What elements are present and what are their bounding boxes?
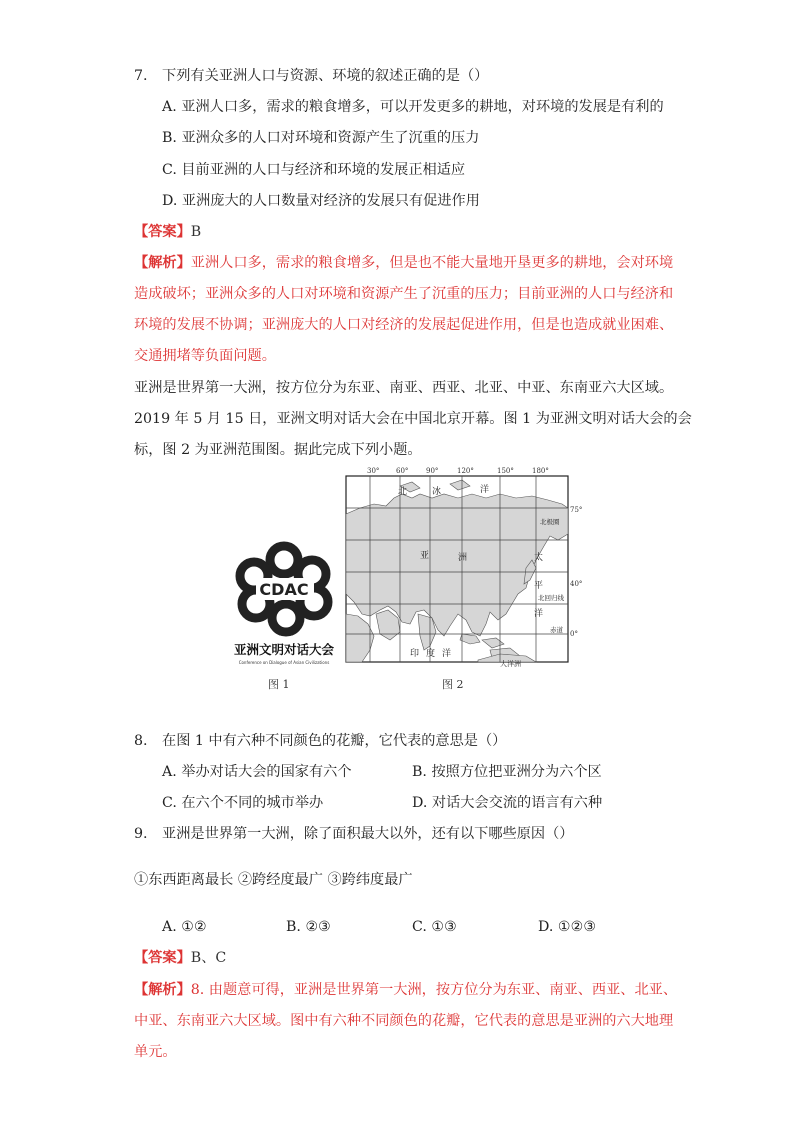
explanation-line: 8. 由题意可得，亚洲是世界第一大洲，按方位分为东亚、南亚、西亚、北亚、 — [190, 982, 678, 998]
map-label-pacific: 平 — [534, 581, 544, 591]
question-number: 8. — [134, 733, 148, 749]
answer-value: B、C — [190, 950, 227, 966]
option-a: A. 亚洲人口多，需求的粮食增多，可以开发更多的耕地，对环境的发展是有利的 — [162, 99, 664, 115]
question-number: 7. — [134, 68, 148, 84]
map-label-indian: 度 — [426, 649, 436, 659]
option-c: C. 目前亚洲的人口与经济和环境的发展正相适应 — [162, 162, 466, 178]
option-d: D. 对话大会交流的语言有六种 — [412, 795, 603, 811]
lat-label: 75° — [570, 506, 583, 514]
intro-line: 亚洲是世界第一大洲，按方位分为东亚、南亚、西亚、北亚、中亚、东南亚六大区域。 — [134, 380, 674, 396]
lon-label: 180° — [532, 467, 549, 475]
explanation-line: 亚洲人口多，需求的粮食增多，但是也不能大量地开垦更多的耕地，会对环境 — [190, 255, 674, 271]
explanation-tag: 【解析】 — [134, 982, 191, 998]
map-label-oceania: 大洋洲 — [500, 660, 521, 668]
answer-line — [134, 222, 201, 242]
map-label-arctic-circle: 北极圈 — [540, 518, 560, 526]
map-label-arctic: 冰 — [432, 487, 442, 497]
option-a: A. 举办对话大会的国家有六个 — [162, 764, 352, 780]
map-label-arctic: 北 — [398, 487, 408, 497]
option-a: A. ①② — [162, 919, 207, 935]
map-label-equator: 赤道 — [550, 626, 563, 634]
map-label-tropic: 北回归线 — [538, 594, 564, 602]
option-d: D. ①②③ — [538, 919, 597, 935]
map-label-pacific: 洋 — [534, 609, 544, 619]
explanation-line: 环境的发展不协调；亚洲庞大的人口对经济的发展起促进作用，但是也造成就业困难、 — [134, 317, 674, 333]
lon-label: 30° — [367, 467, 380, 475]
lat-label: 0° — [570, 630, 578, 638]
question-statements: ①东西距离最长 ②跨经度最广 ③跨纬度最广 — [134, 872, 413, 888]
logo-title-cn: 亚洲文明对话大会 — [233, 642, 335, 657]
explanation-line: 交通拥堵等负面问题。 — [134, 348, 276, 364]
option-c: C. 在六个不同的城市举办 — [162, 795, 324, 811]
lon-label: 150° — [497, 467, 514, 475]
lon-label: 90° — [426, 467, 439, 475]
explanation-line: 单元。 — [134, 1044, 177, 1060]
option-b: B. 按照方位把亚洲分为六个区 — [412, 764, 602, 780]
question-stem: 下列有关亚洲人口与资源、环境的叙述正确的是（） — [162, 68, 489, 84]
explanation-line: 中亚、东南亚六大区域。图中有六种不同颜色的花瓣，它代表的意思是亚洲的六大地理 — [134, 1013, 674, 1029]
logo-title-en: Conference on Dialogue of Asian Civilizations — [238, 660, 330, 665]
option-d: D. 亚洲庞大的人口数量对经济的发展只有促进作用 — [162, 193, 480, 209]
option-c: C. ①③ — [412, 919, 457, 935]
question-number: 9. — [134, 826, 148, 842]
intro-line: 2019 年 5 月 15 日，亚洲文明对话大会在中国北京开幕。图 1 为亚洲文明对话大会的会 — [134, 411, 692, 427]
answer-tag: 【答案】 — [134, 224, 191, 240]
question-stem: 亚洲是世界第一大洲，除了面积最大以外，还有以下哪些原因（） — [162, 826, 574, 842]
intro-line: 标，图 2 为亚洲范围图。据此完成下列小题。 — [134, 442, 422, 458]
figure-1-caption: 图 1 — [268, 678, 290, 691]
answer-tag: 【答案】 — [134, 950, 191, 966]
logo-text: CDAC — [259, 580, 309, 599]
map-label-indian: 洋 — [442, 649, 452, 659]
asia-map — [340, 464, 585, 674]
map-label-pacific: 太 — [534, 553, 544, 563]
map-label-asia: 洲 — [458, 553, 468, 563]
explanation-line: 造成破坏；亚洲众多的人口对环境和资源产生了沉重的压力；目前亚洲的人口与经济和 — [134, 286, 674, 302]
map-label-indian: 印 — [410, 649, 420, 659]
explanation-tag: 【解析】 — [134, 255, 191, 271]
option-b: B. ②③ — [286, 919, 331, 935]
lon-label: 60° — [396, 467, 409, 475]
lon-label: 120° — [457, 467, 474, 475]
question-stem: 在图 1 中有六种不同颜色的花瓣，它代表的意思是（） — [162, 733, 507, 749]
cdac-logo — [228, 540, 340, 670]
map-label-arctic: 洋 — [480, 485, 490, 495]
map-label-asia: 亚 — [420, 551, 430, 561]
option-b: B. 亚洲众多的人口对环境和资源产生了沉重的压力 — [162, 130, 480, 146]
figure-2-caption: 图 2 — [442, 678, 464, 691]
answer-value: B — [190, 224, 202, 240]
lat-label: 40° — [570, 580, 583, 588]
answer-line — [134, 948, 226, 968]
